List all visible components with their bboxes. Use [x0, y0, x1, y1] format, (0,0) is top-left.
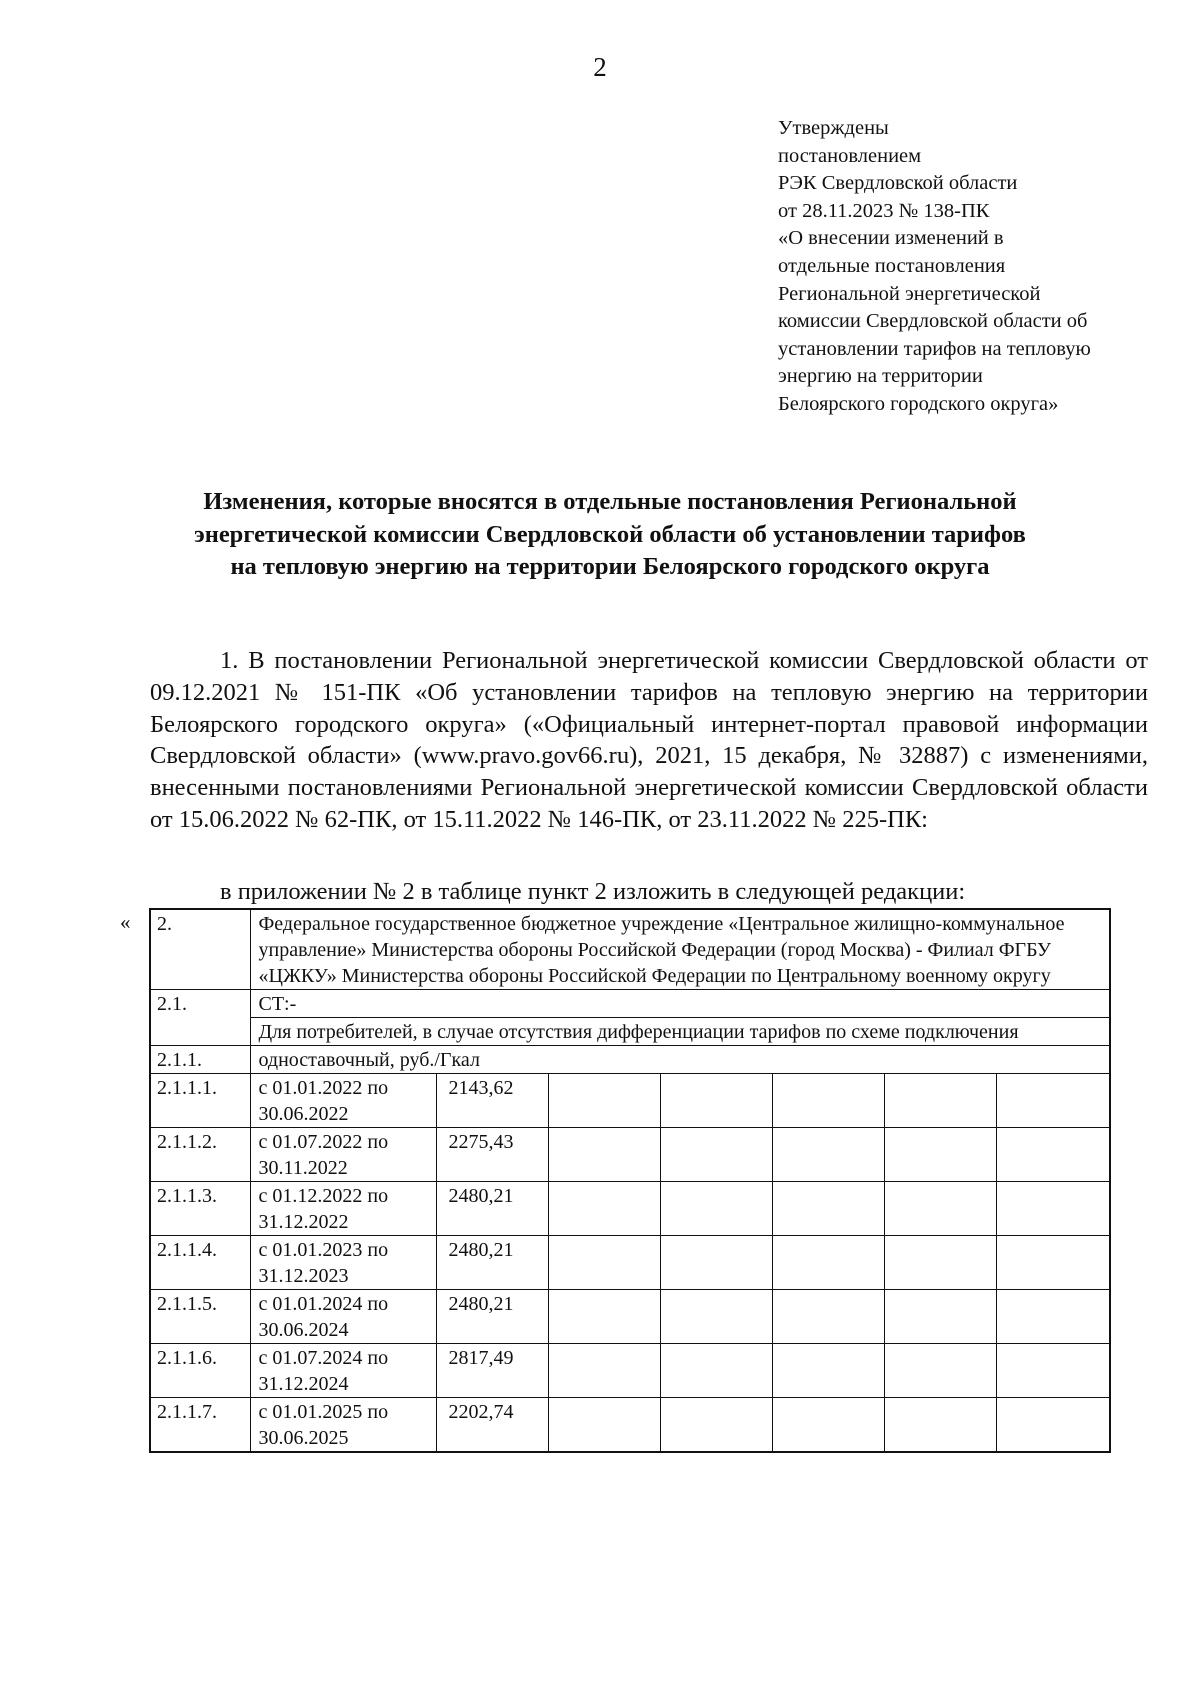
- row-period: с 01.01.2022 по 30.06.2022: [250, 1074, 436, 1128]
- empty-cell: [884, 1398, 996, 1453]
- empty-cell: [996, 1182, 1110, 1236]
- empty-cell: [772, 1344, 884, 1398]
- row-number: 2.1.1.2.: [150, 1128, 250, 1182]
- rate-number: 2.1.1.: [150, 1046, 250, 1074]
- approval-line: отдельные постановления: [778, 254, 1006, 277]
- row-period: с 01.07.2024 по 31.12.2024: [250, 1344, 436, 1398]
- table-row: [150, 1236, 1110, 1290]
- empty-cell: [660, 1182, 772, 1236]
- row-value: 2480,21: [436, 1182, 548, 1236]
- empty-cell: [884, 1182, 996, 1236]
- row-value: 2275,43: [436, 1128, 548, 1182]
- table-row: [150, 1074, 1110, 1128]
- empty-cell: [996, 1290, 1110, 1344]
- empty-cell: [660, 1398, 772, 1453]
- row-period: с 01.01.2025 по 30.06.2025: [250, 1398, 436, 1453]
- row-period: с 01.12.2022 по 31.12.2022: [250, 1182, 436, 1236]
- approval-line: Белоярского городского округа»: [778, 392, 1059, 415]
- row-number: 2.1.1.7.: [150, 1398, 250, 1453]
- empty-cell: [548, 1398, 660, 1453]
- empty-cell: [548, 1128, 660, 1182]
- empty-cell: [996, 1344, 1110, 1398]
- empty-cell: [660, 1074, 772, 1128]
- empty-cell: [772, 1290, 884, 1344]
- page-number: 2: [593, 52, 607, 82]
- empty-cell: [660, 1344, 772, 1398]
- empty-cell: [548, 1344, 660, 1398]
- approval-line: постановлением: [778, 144, 922, 167]
- empty-cell: [884, 1236, 996, 1290]
- empty-cell: [884, 1128, 996, 1182]
- approval-line: комиссии Свердловской области об: [778, 310, 1088, 333]
- empty-cell: [996, 1236, 1110, 1290]
- empty-cell: [660, 1128, 772, 1182]
- row-number: 2.1.1.4.: [150, 1236, 250, 1290]
- row-number: 2.1.1.3.: [150, 1182, 250, 1236]
- table-row: [150, 1398, 1110, 1453]
- empty-cell: [548, 1074, 660, 1128]
- org-name: Федеральное государственное бюджетное учреждение «Центральное жилищно-коммунальное управление» Министерства обороны Российской Федерации (город Москва) - Филиал ФГБУ «ЦЖКУ» Министерства обороны Российской Федерации по Центральному военному округу: [250, 909, 1110, 990]
- empty-cell: [884, 1290, 996, 1344]
- empty-cell: [772, 1236, 884, 1290]
- opening-quote-mark: «: [120, 910, 131, 934]
- empty-cell: [996, 1128, 1110, 1182]
- table-row: [150, 1344, 1110, 1398]
- tariff-table: [149, 908, 1111, 1453]
- empty-cell: [660, 1236, 772, 1290]
- sub-label: СТ:-: [250, 990, 1110, 1018]
- empty-cell: [548, 1290, 660, 1344]
- approval-line: энергию на территории: [778, 365, 983, 388]
- empty-cell: [884, 1074, 996, 1128]
- row-value: 2202,74: [436, 1398, 548, 1453]
- row-number: 2.1.1.1.: [150, 1074, 250, 1128]
- empty-cell: [996, 1398, 1110, 1453]
- title-line: на тепловую энергию на территории Белоярского городского округа: [230, 553, 990, 580]
- row-value: 2817,49: [436, 1344, 548, 1398]
- paragraph-1-text: 1. В постановлении Региональной энергетической комиссии Свердловской области от 09.12.2021 № 151-ПК «Об установлении тарифов на тепловую энергию на территории Белоярского городского округа» («Официальный интернет-портал правовой информации Свердловской области» (www.pravo.gov66.ru), 2021, 15 декабря, № 32887) с изменениями, внесенными постановлениями Региональной энергетической комиссии Свердловской области от 15.06.2022 № 62-ПК, от 15.11.2022 № 146-ПК, от 23.11.2022 № 225-ПК:: [150, 647, 1148, 833]
- org-number: 2.: [150, 909, 250, 990]
- rate-label: одноставочный, руб./Гкал: [250, 1046, 1110, 1074]
- row-value: 2480,21: [436, 1236, 548, 1290]
- row-number: 2.1.1.6.: [150, 1344, 250, 1398]
- document-title: [140, 486, 1080, 584]
- approval-block: [778, 115, 1178, 419]
- paragraph-1: [150, 645, 1148, 836]
- table-row: [150, 990, 1110, 1018]
- empty-cell: [772, 1398, 884, 1453]
- approval-line: Региональной энергетической: [778, 282, 1041, 305]
- paragraph-2: в приложении № 2 в таблице пункт 2 изложить в следующей редакции:: [220, 878, 966, 905]
- row-period: с 01.07.2022 по 30.11.2022: [250, 1128, 436, 1182]
- approval-line: Утверждены: [778, 117, 889, 139]
- table-row: [150, 1128, 1110, 1182]
- row-period: с 01.01.2024 по 30.06.2024: [250, 1290, 436, 1344]
- approval-line: «О внесении изменений в: [778, 227, 1004, 250]
- empty-cell: [772, 1074, 884, 1128]
- table-row: [150, 1018, 1110, 1046]
- approval-line: от 28.11.2023 № 138-ПК: [778, 199, 990, 222]
- table-row: [150, 1290, 1110, 1344]
- title-line: энергетической комиссии Свердловской области об установлении тарифов: [194, 520, 1026, 548]
- table-row: [150, 1046, 1110, 1074]
- row-value: 2480,21: [436, 1290, 548, 1344]
- approval-line: РЭК Свердловской области: [778, 172, 1018, 195]
- empty-cell: [996, 1074, 1110, 1128]
- table-row: [150, 1182, 1110, 1236]
- empty-cell: [772, 1128, 884, 1182]
- title-line: Изменения, которые вносятся в отдельные постановления Региональной: [203, 488, 1017, 515]
- approval-line: установлении тарифов на тепловую: [778, 337, 1091, 360]
- row-period: с 01.01.2023 по 31.12.2023: [250, 1236, 436, 1290]
- empty-cell: [772, 1182, 884, 1236]
- row-value: 2143,62: [436, 1074, 548, 1128]
- empty-cell: [548, 1236, 660, 1290]
- empty-cell: [548, 1182, 660, 1236]
- sub-number: 2.1.: [150, 990, 250, 1046]
- row-number: 2.1.1.5.: [150, 1290, 250, 1344]
- empty-cell: [660, 1290, 772, 1344]
- consumers-label: Для потребителей, в случае отсутствия дифференциации тарифов по схеме подключения: [250, 1018, 1110, 1046]
- table-row: [150, 909, 1110, 990]
- empty-cell: [884, 1344, 996, 1398]
